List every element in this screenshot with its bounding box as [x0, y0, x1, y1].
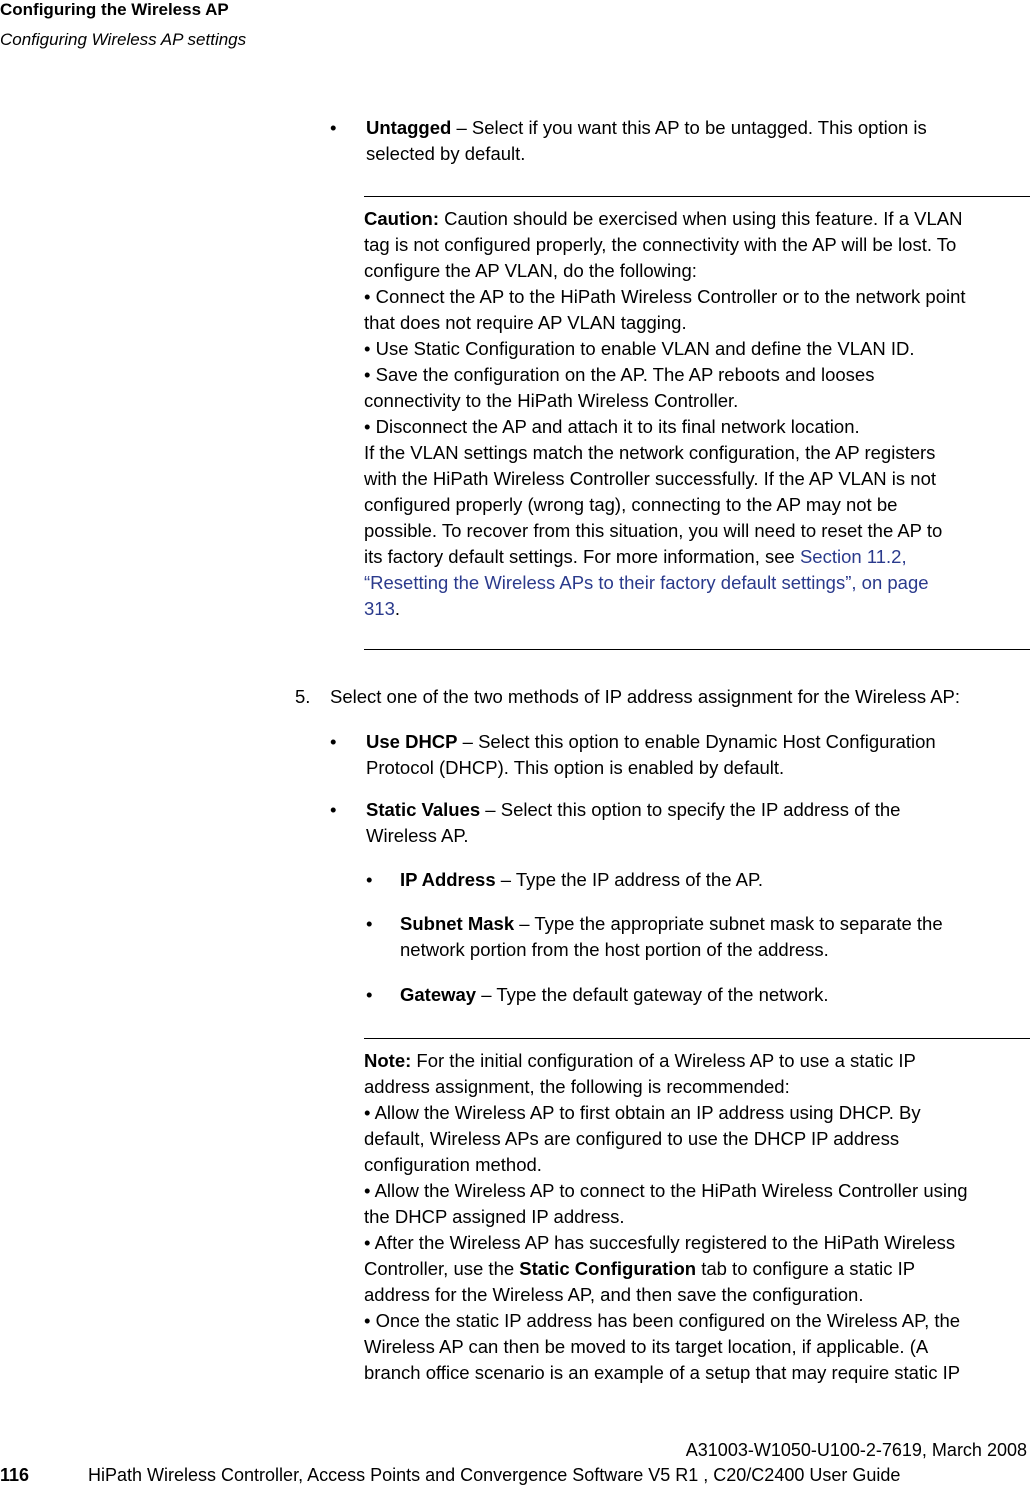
use-dhcp-desc: – Select this option to enable Dynamic Host Configuration — [457, 731, 936, 752]
ip-address-item — [400, 867, 763, 893]
caution-line: possible. To recover from this situation, you will need to reset the AP to — [364, 520, 943, 541]
note-line: default, Wireless APs are configured to use the DHCP IP address — [364, 1128, 900, 1149]
caution-label: Caution: — [364, 208, 440, 229]
note-label: Note: — [364, 1050, 412, 1071]
static-configuration-tab-ref: Static Configuration — [519, 1258, 697, 1279]
note-line: Wireless AP can then be moved to its target location, if applicable. (A — [364, 1336, 929, 1357]
untagged-desc-line2: selected by default. — [366, 143, 526, 164]
subnet-mask-term: Subnet Mask — [400, 913, 515, 934]
untagged-term: Untagged — [366, 117, 452, 138]
use-dhcp-desc-line2: Protocol (DHCP). This option is enabled by default. — [366, 757, 785, 778]
caution-line: • Save the configuration on the AP. The AP reboots and looses — [364, 364, 875, 385]
step-text: Select one of the two methods of IP address assignment for the Wireless AP: — [330, 686, 961, 707]
note-line: address for the Wireless AP, and then save the configuration. — [364, 1284, 864, 1305]
note-line: tab to configure a static IP — [696, 1258, 916, 1279]
caution-top-rule — [364, 196, 1030, 197]
bullet-ip-address: • — [366, 869, 373, 890]
section-title: Configuring Wireless AP settings — [0, 30, 247, 49]
bullet-untagged: • — [330, 117, 337, 138]
caution-line: configured properly (wrong tag), connecting to the AP may not be — [364, 494, 898, 515]
chapter-title: Configuring the Wireless AP — [0, 0, 229, 19]
note-line: branch office scenario is an example of a setup that may require static IP — [364, 1362, 961, 1383]
caution-line: If the VLAN settings match the network configuration, the AP registers — [364, 442, 936, 463]
static-values-term: Static Values — [366, 799, 481, 820]
note-line: • Allow the Wireless AP to connect to the HiPath Wireless Controller using — [364, 1180, 968, 1201]
note-top-rule — [364, 1038, 1030, 1039]
bullet-use-dhcp: • — [330, 731, 337, 752]
static-values-item — [366, 797, 900, 849]
untagged-item — [366, 115, 927, 167]
caution-line: with the HiPath Wireless Controller successfully. If the AP VLAN is not — [364, 468, 937, 489]
gateway-term: Gateway — [400, 984, 477, 1005]
note-line: • Once the static IP address has been configured on the Wireless AP, the — [364, 1310, 961, 1331]
subnet-mask-item — [400, 911, 943, 963]
document-reference: A31003-W1050-U100-2-7619, March 2008 — [685, 1440, 1027, 1460]
caution-line: that does not require AP VLAN tagging. — [364, 312, 687, 333]
gateway-item — [400, 982, 829, 1008]
caution-line: connectivity to the HiPath Wireless Controller. — [364, 390, 739, 411]
section-link[interactable]: Section 11.2, — [799, 546, 907, 567]
note-box — [364, 1048, 1030, 1386]
untagged-desc: – Select if you want this AP to be untagged. This option is — [451, 117, 927, 138]
use-dhcp-item — [366, 729, 936, 781]
caution-line: configure the AP VLAN, do the following: — [364, 260, 697, 281]
caution-end: . — [394, 598, 401, 619]
caution-line: tag is not configured properly, the connectivity with the AP will be lost. To — [364, 234, 957, 255]
guide-title: HiPath Wireless Controller, Access Points and Convergence Software V5 R1 , C20/C2400 User Guide — [88, 1465, 901, 1485]
bullet-gateway: • — [366, 984, 373, 1005]
note-line: Controller, use the — [364, 1258, 520, 1279]
note-line: • Allow the Wireless AP to first obtain an IP address using DHCP. By — [364, 1102, 921, 1123]
subnet-mask-desc-line2: network portion from the host portion of the address. — [400, 939, 829, 960]
caution-box — [364, 206, 1030, 622]
ip-address-term: IP Address — [400, 869, 496, 890]
static-values-desc-line2: Wireless AP. — [366, 825, 469, 846]
note-line: configuration method. — [364, 1154, 542, 1175]
use-dhcp-term: Use DHCP — [366, 731, 458, 752]
bullet-static-values: • — [330, 799, 337, 820]
note-line: address assignment, the following is recommended: — [364, 1076, 790, 1097]
static-values-desc: – Select this option to specify the IP address of the — [480, 799, 901, 820]
subnet-mask-desc: – Type the appropriate subnet mask to separate the — [514, 913, 943, 934]
bullet-subnet-mask: • — [366, 913, 373, 934]
section-link-title[interactable]: “Resetting the Wireless APs to their factory default settings”, on page — [364, 572, 929, 593]
note-line: the DHCP assigned IP address. — [364, 1206, 625, 1227]
caution-line: • Disconnect the AP and attach it to its final network location. — [364, 416, 860, 437]
caution-bottom-rule — [364, 649, 1030, 650]
note-line: • After the Wireless AP has succesfully registered to the HiPath Wireless — [364, 1232, 956, 1253]
caution-line: • Connect the AP to the HiPath Wireless Controller or to the network point — [364, 286, 966, 307]
caution-line: • Use Static Configuration to enable VLAN and define the VLAN ID. — [364, 338, 915, 359]
caution-line: its factory default settings. For more information, see — [364, 546, 800, 567]
page-link[interactable]: 313 — [364, 598, 395, 619]
caution-line: Caution should be exercised when using this feature. If a VLAN — [439, 208, 963, 229]
gateway-desc: – Type the default gateway of the network. — [476, 984, 829, 1005]
note-line: For the initial configuration of a Wireless AP to use a static IP — [411, 1050, 916, 1071]
step-number: 5. — [295, 686, 311, 707]
ip-address-desc: – Type the IP address of the AP. — [495, 869, 764, 890]
page-number: 116 — [0, 1465, 30, 1485]
